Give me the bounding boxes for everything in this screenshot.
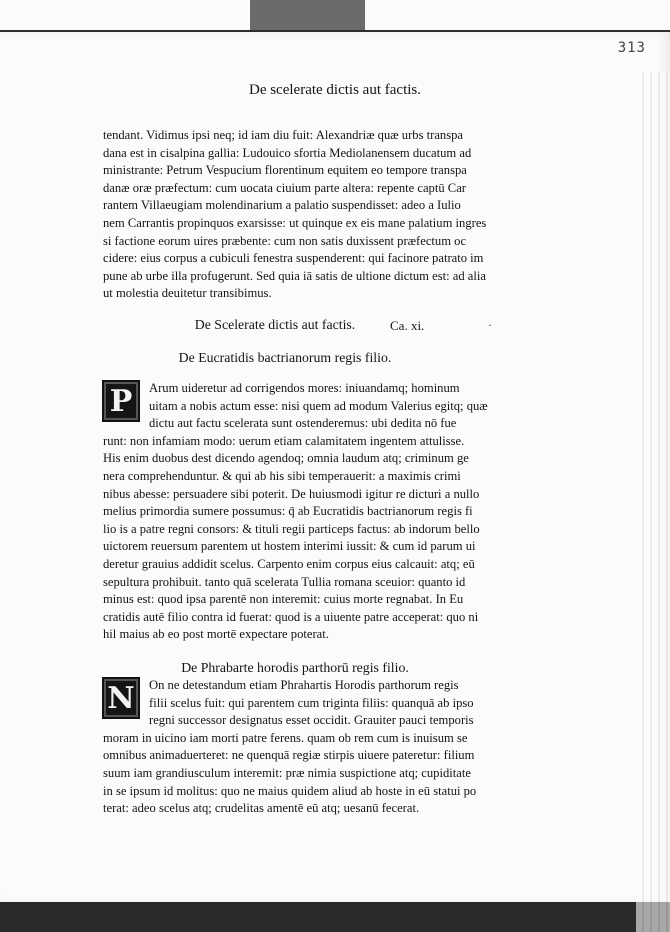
text-line: On ne detestandum etiam Phrahartis Horodis parthorum regis — [149, 678, 459, 692]
text-line: deretur grauius addidit scelus. Carpento enim corpus eius calcauit: atq; eū — [103, 556, 475, 571]
text-block-3 — [103, 677, 498, 818]
text-line: Arum uideretur ad corrigendos mores: iniuandamq; hominum — [149, 381, 460, 395]
chapter-heading: De Scelerate dictis aut factis. — [194, 317, 356, 332]
text-block-2 — [103, 380, 498, 644]
text-line: filii scelus fuit: qui parentem cum triginta filiis: quanquā ab ipso — [149, 695, 474, 710]
text-line: si factione eorum uires præbente: cum non satis duxissent præfectum oc — [103, 233, 467, 248]
text-line: dictu aut factu scelerata sunt ostenderemus: ubi dedita nō fue — [149, 416, 457, 431]
text-line: lio is a patre regni consors: & tituli regii particeps factus: ab indorum bello — [103, 521, 480, 536]
text-line: danæ oræ præfectum: cum uocata ciuium parte altera: repente captū Car — [103, 180, 466, 195]
text-line: nera comprehenduntur. & qui ab his sibi temperauerit: a maximis crimi — [103, 468, 461, 483]
book-page — [0, 30, 670, 902]
text-line: nem Carrantis propinquos exarsisse: ut quinque ex eis mane palatium ingres — [103, 215, 487, 230]
scan-top-strip — [0, 0, 670, 34]
page-edge-shading — [636, 72, 670, 932]
text-line: moram in uicino iam morti patre ferens. quam ob rem cum is inuisum se — [103, 730, 468, 745]
folio-number: 313 — [617, 40, 646, 56]
text-line: sepultura prohibuit. tanto quā scelerata Tullia romana sceuior: quanto id — [103, 574, 466, 589]
text-line: ut molestia deuitetur transibimus. — [103, 286, 272, 301]
chapter-number: Ca. xi. — [390, 318, 425, 333]
text-line: suum iam grandiusculum interemit: præ nimia suspictione atq; cupiditate — [103, 765, 471, 780]
text-block-1 — [103, 127, 498, 303]
subheading-eucratides: De Eucratidis bactrianorum regis filio. — [178, 350, 392, 365]
text-line: regni successor designatus esset occidit. Grauiter pauci temporis — [149, 713, 474, 728]
dot-ornament-icon: · — [488, 318, 492, 332]
decorated-initial-p: P — [102, 380, 140, 422]
decorated-initial-n: N — [102, 677, 140, 719]
text-line: rantem Villaeugiam molendinarium a palatio suspendisset: adeo a Iulio — [103, 198, 461, 213]
text-line: in se ipsum id molitus: quo ne maius quidem aliud ab hoste in eū statui po — [103, 783, 477, 798]
text-line: hil maius ab eo post mortē expectare poterat. — [103, 627, 329, 642]
text-line: minus est: quod ipsa parentē non interemit: cuius morte regnabat. In Eu — [103, 592, 464, 607]
running-head: De scelerate dictis aut factis. — [248, 82, 421, 98]
text-line: nibus abesse: persuadere sibi poterit. De huiusmodi igitur re dicturi a nullo — [103, 486, 480, 501]
text-line: uictorem reuersum parentem ut hostem interimi iussit: & cum id parum ui — [103, 539, 476, 554]
text-line: terat: adeo scelus atq; crudelitas amentē eū atq; uesanū fecerat. — [103, 801, 420, 816]
text-line: dana est in cisalpina gallia: Ludouico sfortia Mediolanensem ducatum ad — [103, 145, 472, 160]
text-line: runt: non infamiam modo: uerum etiam calamitatem ingentem attulisse. — [103, 433, 465, 448]
text-line: cidere: eius corpus a cubiculi fenestra suspenderent: qui facinore patrato im — [103, 251, 484, 266]
text-line: uitam a nobis actum esse: nisi quem ad modum Valerius egitq; quæ — [149, 398, 488, 413]
text-line: omnibus animaduerteret: ne quenquā regiæ stirpis uiuere pateretur: filium — [103, 748, 475, 763]
text-line: melius primordia sumere possumus: q̄ ab Eucratidis bactrianorum regis fi — [103, 504, 473, 519]
text-line: ministrante: Petrum Vespucium florentinum equitem eo tempore transpa — [103, 163, 467, 178]
text-line: cratidis autē filio contra id fuerat: quod is a uiuente patre acceperat: quo ni — [103, 609, 479, 624]
scan-dark-patch — [250, 0, 365, 30]
text-line: His enim duobus dest dicendo agendoq; omnia laudum atq; criminum ge — [103, 451, 469, 466]
text-line: pune ab urbe illa profugerunt. Sed quia iā satis de ultione dictum est: ad alia — [103, 268, 486, 283]
text-line: tendant. Vidimus ipsi neq; id iam diu fuit: Alexandriæ quæ urbs transpa — [103, 128, 463, 142]
subheading-phrahates: De Phrabarte horodis parthorū regis filio. — [181, 660, 409, 675]
